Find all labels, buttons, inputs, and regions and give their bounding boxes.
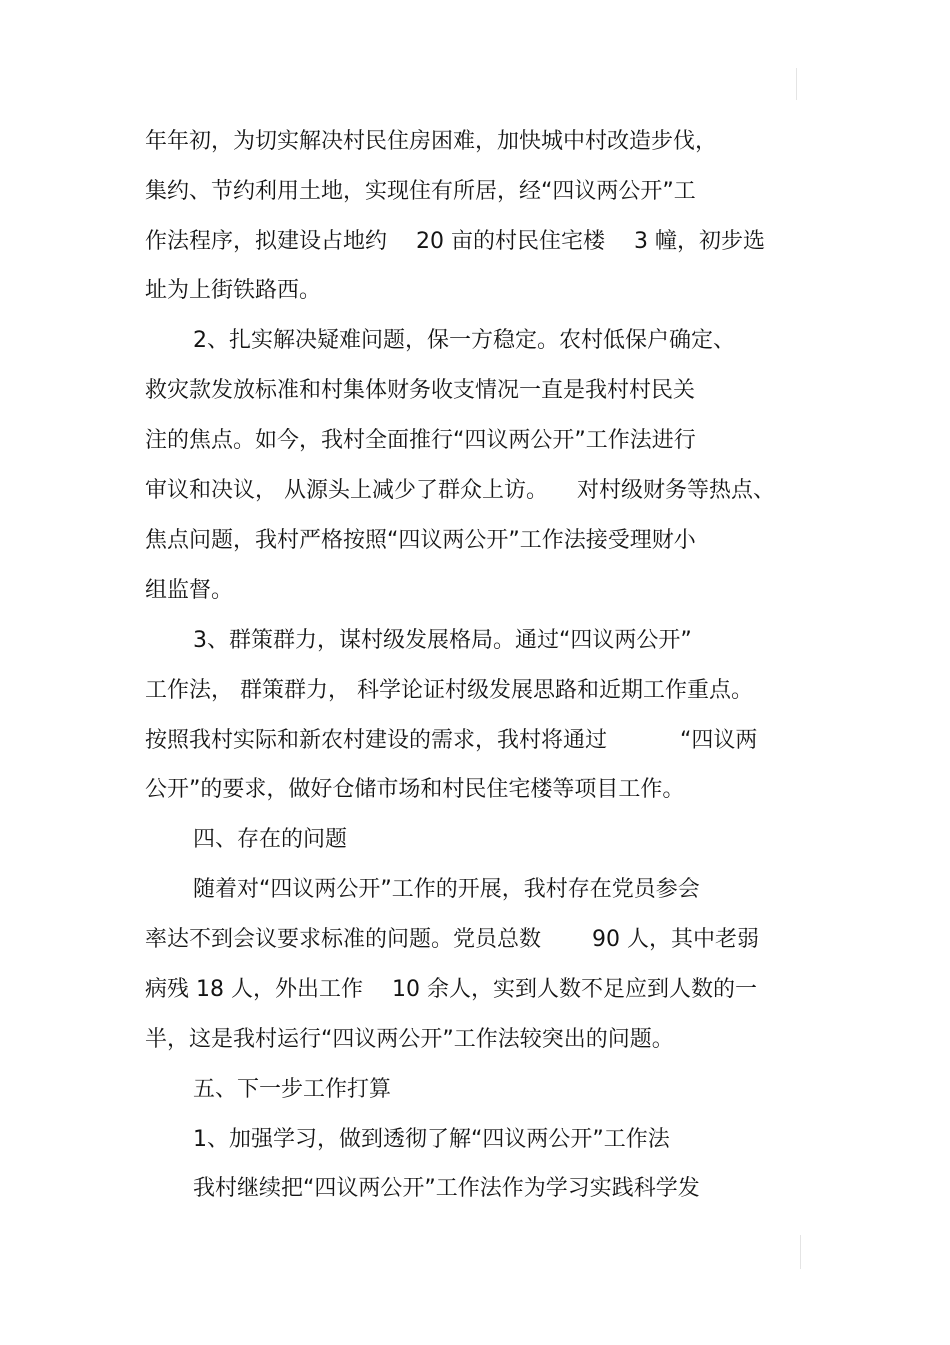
text-line: 工作法， 群策群力， 科学论证村级发展思路和近期工作重点。: [145, 678, 753, 703]
text-line: 址为上街铁路西。: [145, 278, 322, 303]
text-line: 半，这是我村运行“四议两公开”工作法较突出的问题。: [145, 1027, 674, 1052]
paragraph-3-first-line: 3、群策群力，谋村级发展格局。通过“四议两公开”: [193, 628, 692, 653]
text-line: 率达不到会议要求标准的问题。党员总数 90 人，其中老弱: [145, 927, 759, 952]
text-line: 按照我村实际和新农村建设的需求，我村将通过 “四议两: [145, 728, 758, 753]
section-heading-4: 四、存在的问题: [193, 827, 348, 852]
text-line: 病残 18 人，外出工作 10 余人，实到人数不足应到人数的一: [145, 977, 757, 1002]
page-edge-mark-bottom: [800, 1235, 801, 1269]
paragraph-issues-first-line: 随着对“四议两公开”工作的开展，我村存在党员参会: [193, 877, 700, 902]
text-line: 焦点问题，我村严格按照“四议两公开”工作法接受理财小: [145, 528, 696, 553]
paragraph-2-first-line: 2、扎实解决疑难问题，保一方稳定。农村低保户确定、: [193, 328, 735, 353]
subheading-1: 1、加强学习，做到透彻了解“四议两公开”工作法: [193, 1127, 670, 1152]
text-line: 年年初，为切实解决村民住房困难，加快城中村改造步伐，: [145, 129, 718, 154]
text-line: 审议和决议， 从源头上减少了群众上访。 对村级财务等热点、: [145, 478, 775, 503]
paragraph-study-first-line: 我村继续把“四议两公开”工作法作为学习实践科学发: [193, 1176, 700, 1201]
section-heading-5: 五、下一步工作打算: [193, 1077, 392, 1102]
text-line: 救灾款发放标准和村集体财务收支情况一直是我村村民关: [145, 378, 696, 403]
text-line: 公开”的要求，做好仓储市场和村民住宅楼等项目工作。: [145, 777, 685, 802]
text-line: 作法程序，拟建设占地约 20 亩的村民住宅楼 3 幢，初步选: [145, 229, 765, 254]
page-edge-mark-top: [796, 68, 797, 100]
text-line: 组监督。: [145, 578, 234, 603]
text-line: 注的焦点。如今，我村全面推行“四议两公开”工作法进行: [145, 428, 696, 453]
text-line: 集约、节约利用土地，实现住有所居，经“四议两公开”工: [145, 179, 696, 204]
